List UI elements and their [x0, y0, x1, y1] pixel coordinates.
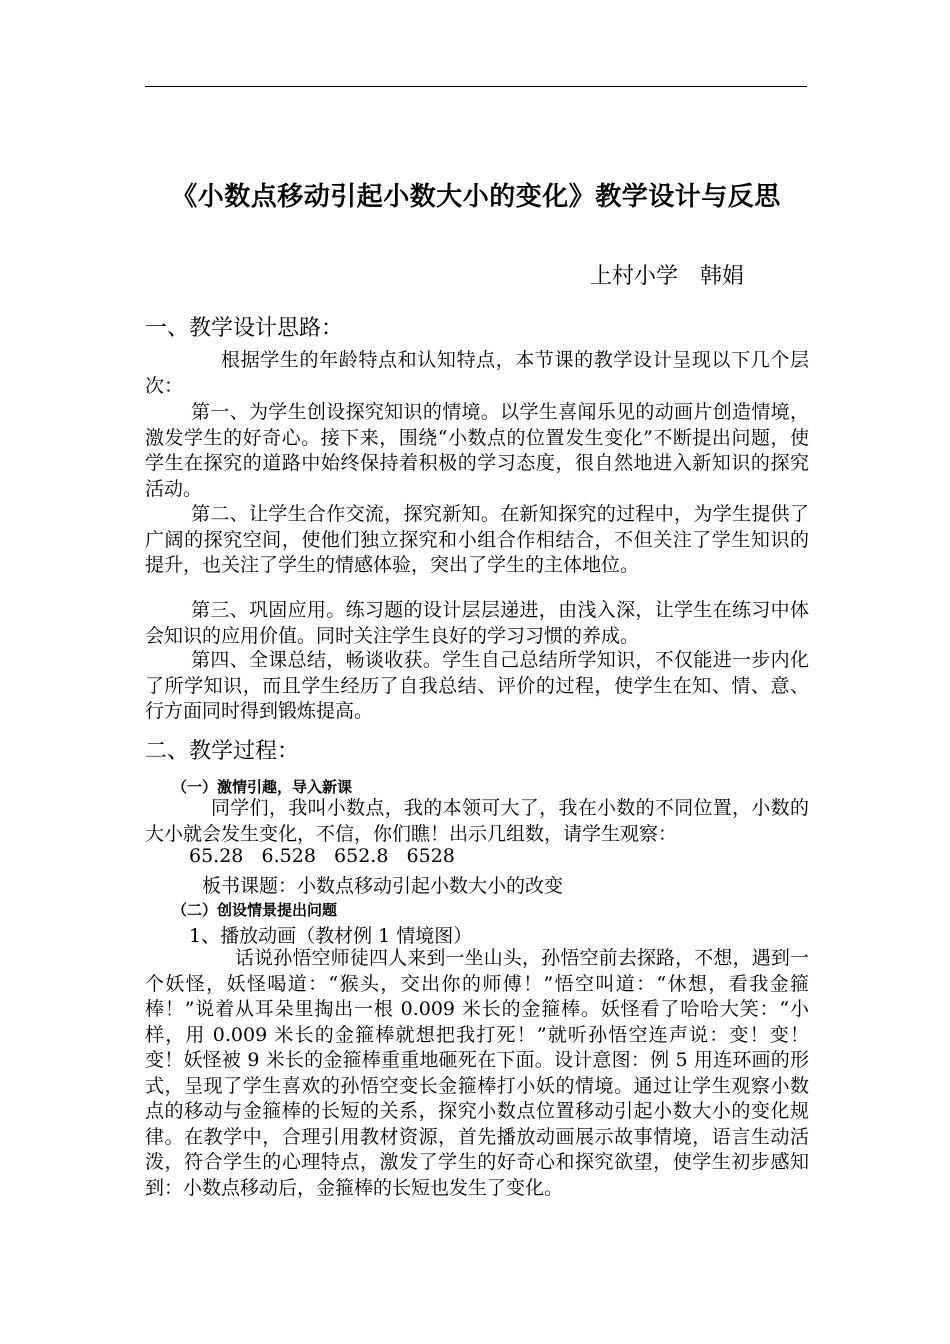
subsection1-heading: （一）激情引趣，导入新课 — [172, 778, 353, 796]
board-title-line: 板书课题：小数点移动引起小数大小的改变 — [202, 875, 564, 897]
subsection2-heading: （二）创设情景提出问题 — [172, 901, 338, 919]
header-rule — [145, 86, 807, 87]
design-point-4: 第四、全课总结，畅谈收获。学生自己总结所学知识，不仅能进一步内化了所学知识，而且学生经历了自我总结、评价的过程，使学生在知、情、意、行方面同时得到锻炼提高。 — [145, 649, 809, 722]
author-line: 上村小学 韩娟 — [590, 264, 745, 289]
section1-heading: 一、教学设计思路： — [145, 316, 344, 341]
story-paragraph: 话说孙悟空师徒四人来到一坐山头，孙悟空前去探路，不想，遇到一个妖怪，妖怪喝道：“猴头，交出你的师傅！”悟空叫道：“休想，看我金箍棒！”说着从耳朵里掏出一根 0.009 米长的金箍棒。妖怪看了哈哈大笑：“小样，用 0.009 米长的金箍棒就想把我打死！”就听孙悟空连声说：变！变！变！妖怪被 9 米长的金箍棒重重地砸死在下面。设计意图：例 5 用连环画的形式，呈现了学生喜欢的孙悟空变长金箍棒打小妖的情境。通过让学生观察小数点的移动与金箍棒的长短的关系，探究小数点位置移动引起小数大小的变化规律。在教学中，合理引用教材资源，首先播放动画展示故事情境，语言生动活泼，符合学生的心理特点，激发了学生的好奇心和探究欲望，使学生初步感知到：小数点移动后，金箍棒的长短也发生了变化。 — [145, 947, 809, 1199]
intro-paragraph: 同学们，我叫小数点，我的本领可大了，我在小数的不同位置，小数的大小就会发生变化，不信，你们瞧！出示几组数，请学生观察： — [145, 797, 809, 845]
design-point-3: 第三、巩固应用。练习题的设计层层递进，由浅入深，让学生在练习中体会知识的应用价值。同时关注学生良好的学习习惯的养成。 — [145, 599, 809, 647]
document-title: 《小数点移动引起小数大小的变化》教学设计与反思 — [171, 182, 781, 212]
section1-intro: 根据学生的年龄特点和认知特点，本节课的教学设计呈现以下几个层次： — [145, 349, 809, 397]
design-point-1: 第一、为学生创设探究知识的情境。以学生喜闻乐见的动画片创造情境，激发学生的好奇心。接下来，围绕“小数点的位置发生变化”不断提出问题，使学生在探究的道路中始终保持着积极的学习态度，很自然地进入新知识的探究活动。 — [145, 401, 809, 500]
design-point-2: 第二、让学生合作交流，探究新知。在新知探究的过程中，为学生提供了广阔的探究空间，使他们独立探究和小组合作相结合，不但关注了学生知识的提升，也关注了学生的情感体验，突出了学生的主体地位。 — [145, 503, 809, 576]
item-1-play-animation: 1、播放动画（教材例 1 情境图） — [189, 925, 473, 947]
section2-heading: 二、教学过程： — [145, 739, 300, 764]
number-examples: 65.28 6.528 652.8 6528 — [189, 845, 455, 867]
